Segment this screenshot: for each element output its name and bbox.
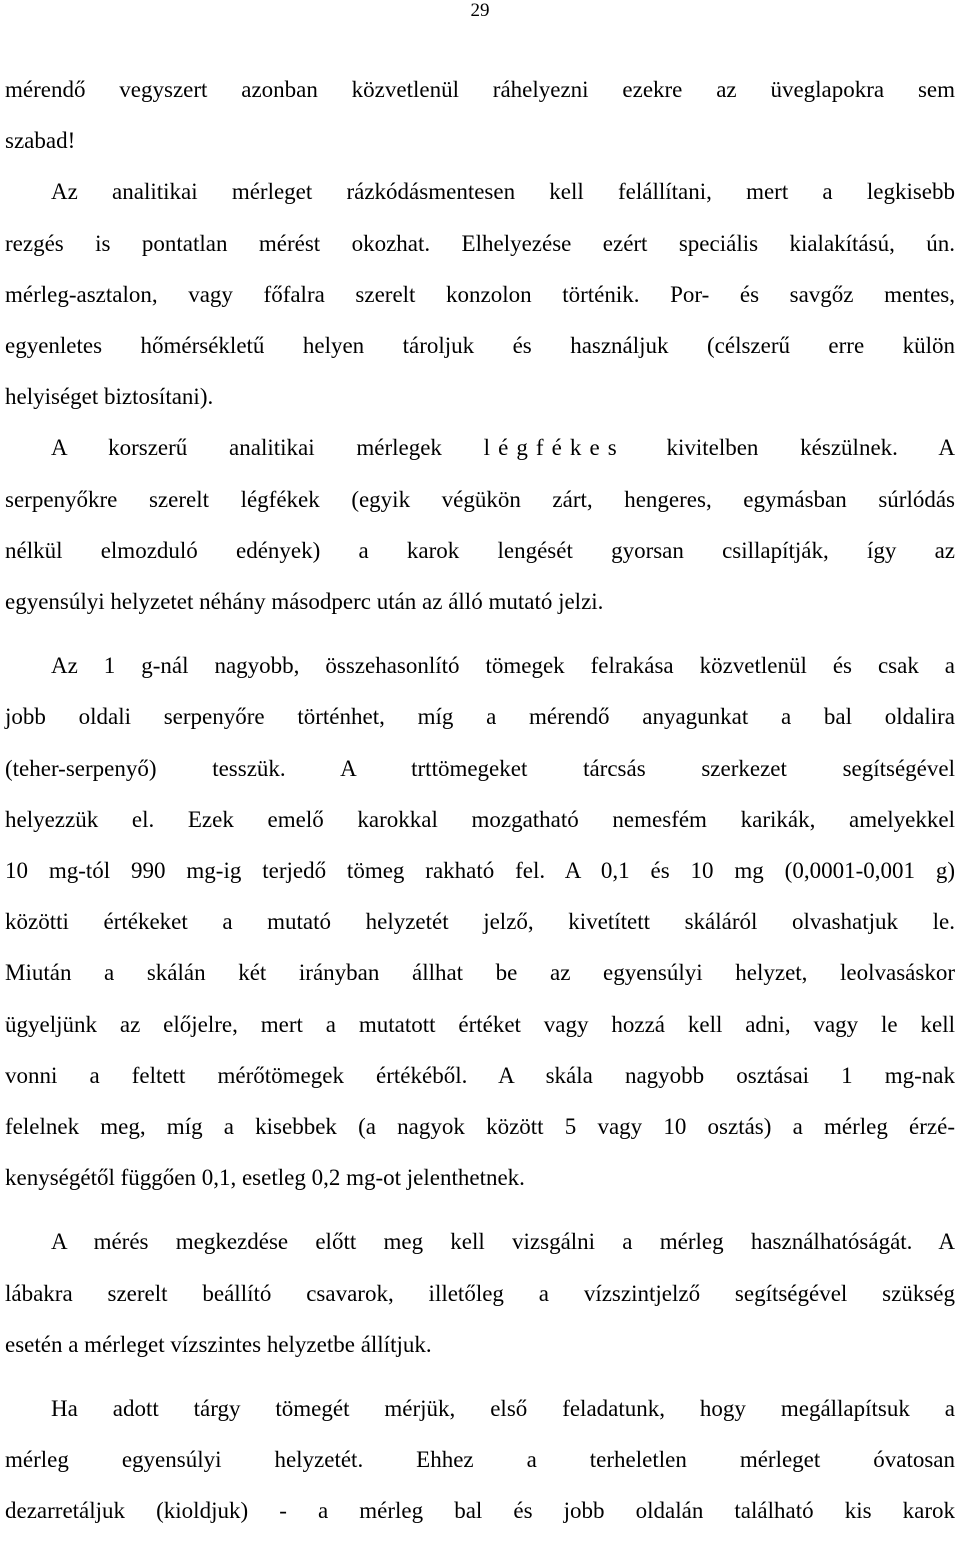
paragraph	[5, 1383, 955, 1537]
text-line: egyenletes hőmérsékletű helyen tároljuk és használjuk (célszerű erre külön	[5, 333, 955, 359]
text-line: helyezzük el. Ezek emelő karokkal mozgatható nemesfém karikák, amelyekkel	[5, 806, 955, 832]
text-line: Miután a skálán két irányban állhat be az egyensúlyi helyzet, leolvasáskor	[5, 960, 955, 986]
text-line: dezarretáljuk (kioldjuk) - a mérleg bal és jobb oldalán található kis karok	[5, 1498, 955, 1524]
text-line: közötti értékeket a mutató helyzetét jelző, kivetített skáláról olvashatjuk le.	[5, 909, 955, 935]
text-line: serpenyőkre szerelt légfékek (egyik végükön zárt, hengeres, egymásban súrlódás	[5, 486, 955, 512]
text-line: ügyeljünk az előjelre, mert a mutatott értéket vagy hozzá kell adni, vagy le kell	[5, 1011, 955, 1037]
paragraph	[5, 166, 955, 422]
paragraph	[5, 1216, 955, 1370]
text-line: Az analitikai mérleget rázkódásmentesen kell felállítani, mert a legkisebb	[51, 179, 955, 205]
paragraph	[5, 422, 955, 627]
text-line: szabad!	[5, 128, 76, 154]
emphasized-term: légfékes	[483, 435, 625, 461]
text-line: egyensúlyi helyzetet néhány másodperc után az álló mutató jelzi.	[5, 589, 604, 615]
text-line: Az 1 g-nál nagyobb, összehasonlító tömegek felrakása közvetlenül és csak a	[51, 653, 955, 679]
document-body	[5, 64, 955, 1537]
text-line: mérendő vegyszert azonban közvetlenül ráhelyezni ezekre az üveglapokra sem	[5, 77, 955, 102]
text-line: vonni a feltett mérőtömegek értékéből. A skála nagyobb osztásai 1 mg-nak	[5, 1062, 955, 1088]
text-line: mérleg egyensúlyi helyzetét. Ehhez a terheletlen mérleget óvatosan	[5, 1447, 955, 1473]
text-line: esetén a mérleget vízszintes helyzetbe állítjuk.	[5, 1331, 432, 1357]
text-line: rezgés is pontatlan mérést okozhat. Elhelyezése ezért speciális kialakítású, ún.	[5, 230, 955, 256]
text-line: nélkül elmozduló edények) a karok lengését gyorsan csillapítják, így az	[5, 537, 955, 563]
text-line: mérleg-asztalon, vagy főfalra szerelt konzolon történik. Por- és savgőz mentes,	[5, 281, 955, 307]
paragraph	[5, 640, 955, 1203]
text-line: Ha adott tárgy tömegét mérjük, első feladatunk, hogy megállapítsuk a	[51, 1396, 955, 1422]
text-segment: A korszerű analitikai mérlegek	[51, 435, 484, 461]
text-line: 10 mg-tól 990 mg-ig terjedő tömeg rakható fel. A 0,1 és 10 mg (0,0001-0,001 g)	[5, 858, 955, 884]
page-number: 29	[470, 0, 490, 21]
text-line: kenységétől függően 0,1, esetleg 0,2 mg-ot jelenthetnek.	[5, 1165, 525, 1191]
text-line: lábakra szerelt beállító csavarok, illetőleg a vízszintjelző segítségével szükség	[5, 1280, 955, 1306]
text-line: (teher-serpenyő) tesszük. A trttömegeket tárcsás szerkezet segítségével	[5, 755, 955, 781]
text-line: A mérés megkezdése előtt meg kell vizsgálni a mérleg használhatóságát. A	[51, 1229, 955, 1255]
text-line: felelnek meg, míg a kisebbek (a nagyok között 5 vagy 10 osztás) a mérleg érzé-	[5, 1114, 955, 1140]
text-line	[5, 422, 955, 473]
paragraph	[5, 64, 955, 166]
text-segment: kivitelben készülnek. A	[624, 435, 955, 461]
text-line: jobb oldali serpenyőre történhet, míg a mérendő anyagunkat a bal oldalira	[5, 704, 955, 730]
text-line: helyiséget biztosítani).	[5, 384, 214, 410]
